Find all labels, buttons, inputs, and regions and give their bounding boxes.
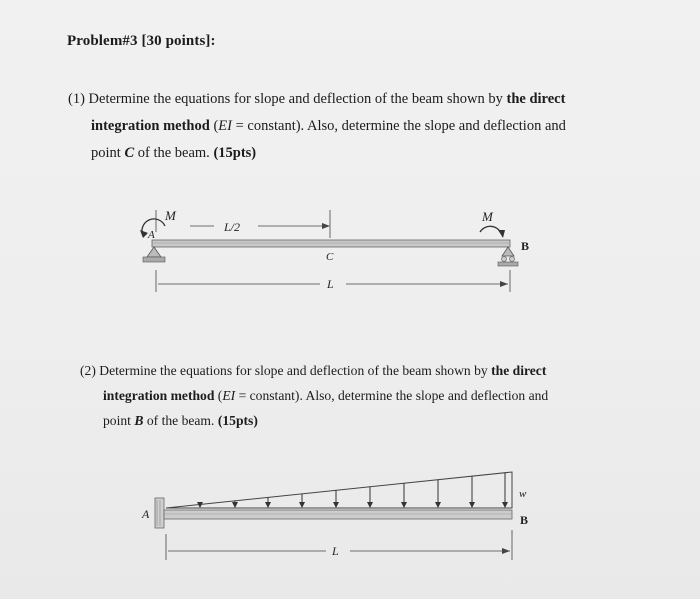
- part2-number: (2): [80, 363, 96, 378]
- figure2-label-b: B: [520, 513, 529, 527]
- part2-line3-point-word: point: [103, 413, 131, 428]
- part1-line1-text: Determine the equations for slope and deflection of the beam shown by: [88, 91, 503, 107]
- part2-ei: EI: [222, 388, 236, 403]
- figure2-label-w: w: [519, 488, 527, 500]
- figure2-triangular-load: [166, 472, 512, 508]
- figure1-label-a: A: [148, 229, 155, 241]
- part1-method: integration method: [91, 118, 210, 134]
- part1-number: (1): [68, 91, 85, 107]
- figure1-label-l: L: [327, 277, 334, 291]
- part2-point: B: [134, 413, 144, 428]
- figure1-label-half-span: L/2: [224, 220, 241, 234]
- part2-paren: (: [217, 388, 223, 403]
- figure1-label-c: C: [326, 251, 334, 263]
- load-arrow-head: [435, 502, 441, 508]
- figure2-label-l: L: [332, 544, 339, 558]
- part1-line2-text: = constant). Also, determine the slope and deflection and: [231, 118, 566, 134]
- load-arrow-head: [367, 502, 373, 508]
- load-arrow-head: [401, 502, 407, 508]
- part1-points: (15pts): [213, 145, 257, 161]
- figure2-load-arrows: [197, 473, 508, 508]
- load-arrow-head: [232, 502, 238, 508]
- part1-line3-text: of the beam.: [137, 145, 210, 161]
- part2-line1-text: Determine the equations for slope and deflection of the beam shown by: [99, 363, 488, 378]
- load-arrow-head: [265, 502, 271, 508]
- problem-title: Problem#3 [30 points]:: [67, 33, 216, 49]
- load-arrow-head: [333, 502, 339, 508]
- part2-line3-text: of the beam.: [146, 413, 215, 428]
- figure2-beam: [164, 510, 512, 519]
- part2-line1-bold: the direct: [491, 363, 547, 378]
- part2-method: integration method: [103, 388, 215, 403]
- figure2-label-a: A: [142, 507, 150, 521]
- part1-ei: EI: [218, 118, 232, 134]
- part1-paren: (: [213, 118, 219, 134]
- load-arrow-head: [469, 502, 475, 508]
- part1-point: C: [124, 145, 135, 161]
- load-arrow-head: [502, 502, 508, 508]
- figure1-label-m-right: M: [482, 209, 493, 224]
- figure1-label-b: B: [521, 239, 530, 253]
- figure1-label-m-left: M: [165, 208, 176, 223]
- part2-points: (15pts): [217, 413, 258, 428]
- part2-line2-text: = constant). Also, determine the slope and deflection and: [235, 388, 549, 403]
- part1-line3-point-word: point: [91, 145, 121, 161]
- part1-line1-bold: the direct: [506, 91, 566, 107]
- load-arrow-head: [299, 502, 305, 508]
- figure2-fixed-support-a: [155, 498, 164, 528]
